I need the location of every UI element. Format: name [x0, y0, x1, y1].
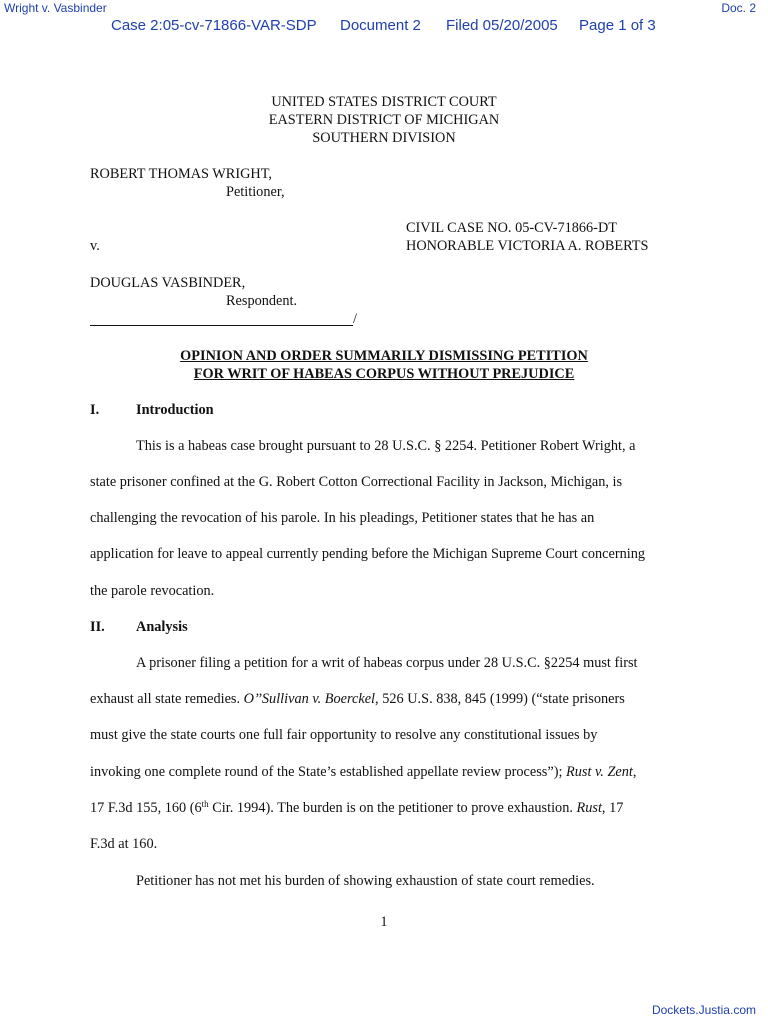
caption-slash: / — [353, 311, 357, 327]
court-district: EASTERN DISTRICT OF MICHIGAN — [268, 112, 500, 128]
analysis-line-4 — [90, 764, 636, 781]
section-2-number: II. — [90, 619, 105, 635]
analysis-text: , 526 U.S. 838, 845 (1999) (“state prisoners — [375, 691, 625, 707]
analysis-text: invoking one complete round of the State’s established appellate review process”); — [90, 764, 567, 780]
intro-line-3: challenging the revocation of his parole. In his pleadings, Petitioner states that he has an — [90, 510, 595, 526]
analysis-line-6: F.3d at 160. — [90, 836, 158, 852]
dockets-justia-link[interactable]: Dockets.Justia.com — [651, 1003, 756, 1017]
filed-date: Filed 05/20/2005 — [446, 17, 558, 34]
petitioner-role: Petitioner, — [226, 184, 285, 200]
page-indicator: Page 1 of 3 — [579, 17, 656, 34]
intro-line-1: This is a habeas case brought pursuant to 28 U.S.C. § 2254. Petitioner Robert Wright, a — [136, 438, 636, 454]
analysis-line-7: Petitioner has not met his burden of showing exhaustion of state court remedies. — [136, 873, 595, 889]
case-citation: Rust v. Zent — [566, 764, 633, 780]
analysis-line-5 — [90, 800, 623, 817]
intro-line-2: state prisoner confined at the G. Robert Cotton Correctional Facility in Jackson, Michigan, is — [90, 474, 623, 490]
doc-label-link[interactable]: Doc. 2 — [721, 1, 756, 15]
judge-name: HONORABLE VICTORIA A. ROBERTS — [406, 238, 649, 254]
case-number: Case 2:05-cv-71866-VAR-SDP — [111, 17, 317, 34]
case-name-link[interactable]: Wright v. Vasbinder — [4, 1, 107, 15]
opinion-title-line1: OPINION AND ORDER SUMMARILY DISMISSING PETITION — [180, 348, 588, 364]
analysis-text: Cir. 1994). The burden is on the petitioner to prove exhaustion. — [208, 800, 577, 816]
case-citation: Rust — [576, 800, 602, 816]
section-1-number: I. — [90, 402, 100, 418]
respondent-role: Respondent. — [226, 293, 298, 309]
opinion-title-line2: FOR WRIT OF HABEAS CORPUS WITHOUT PREJUDICE — [193, 366, 575, 382]
analysis-text: , 17 — [601, 800, 624, 816]
analysis-line-3: must give the state courts one full fair opportunity to resolve any constitutional issues by — [90, 727, 598, 743]
analysis-line-2 — [90, 691, 625, 708]
caption-rule — [90, 325, 353, 326]
page-number: 1 — [380, 914, 388, 930]
intro-line-5: the parole revocation. — [90, 583, 215, 599]
case-citation: O’’Sullivan v. Boerckel — [243, 691, 376, 707]
intro-line-4: application for leave to appeal currently pending before the Michigan Supreme Court concerning — [90, 546, 645, 562]
court-name: UNITED STATES DISTRICT COURT — [271, 94, 497, 110]
civil-case-number: CIVIL CASE NO. 05-CV-71866-DT — [406, 220, 618, 236]
ordinal-suffix: th — [201, 799, 209, 809]
section-1-heading: Introduction — [136, 402, 214, 418]
section-2-heading: Analysis — [136, 619, 188, 635]
petitioner-name: ROBERT THOMAS WRIGHT, — [90, 166, 272, 182]
analysis-text: exhaust all state remedies. — [90, 691, 244, 707]
versus: v. — [90, 238, 100, 254]
respondent-name: DOUGLAS VASBINDER, — [90, 275, 246, 291]
analysis-text: 17 F.3d 155, 160 (6 — [90, 800, 202, 816]
analysis-text: , — [632, 764, 637, 780]
analysis-line-1: A prisoner filing a petition for a writ of habeas corpus under 28 U.S.C. §2254 must first — [136, 655, 638, 671]
document-number: Document 2 — [340, 17, 421, 34]
court-division: SOUTHERN DIVISION — [312, 130, 456, 146]
